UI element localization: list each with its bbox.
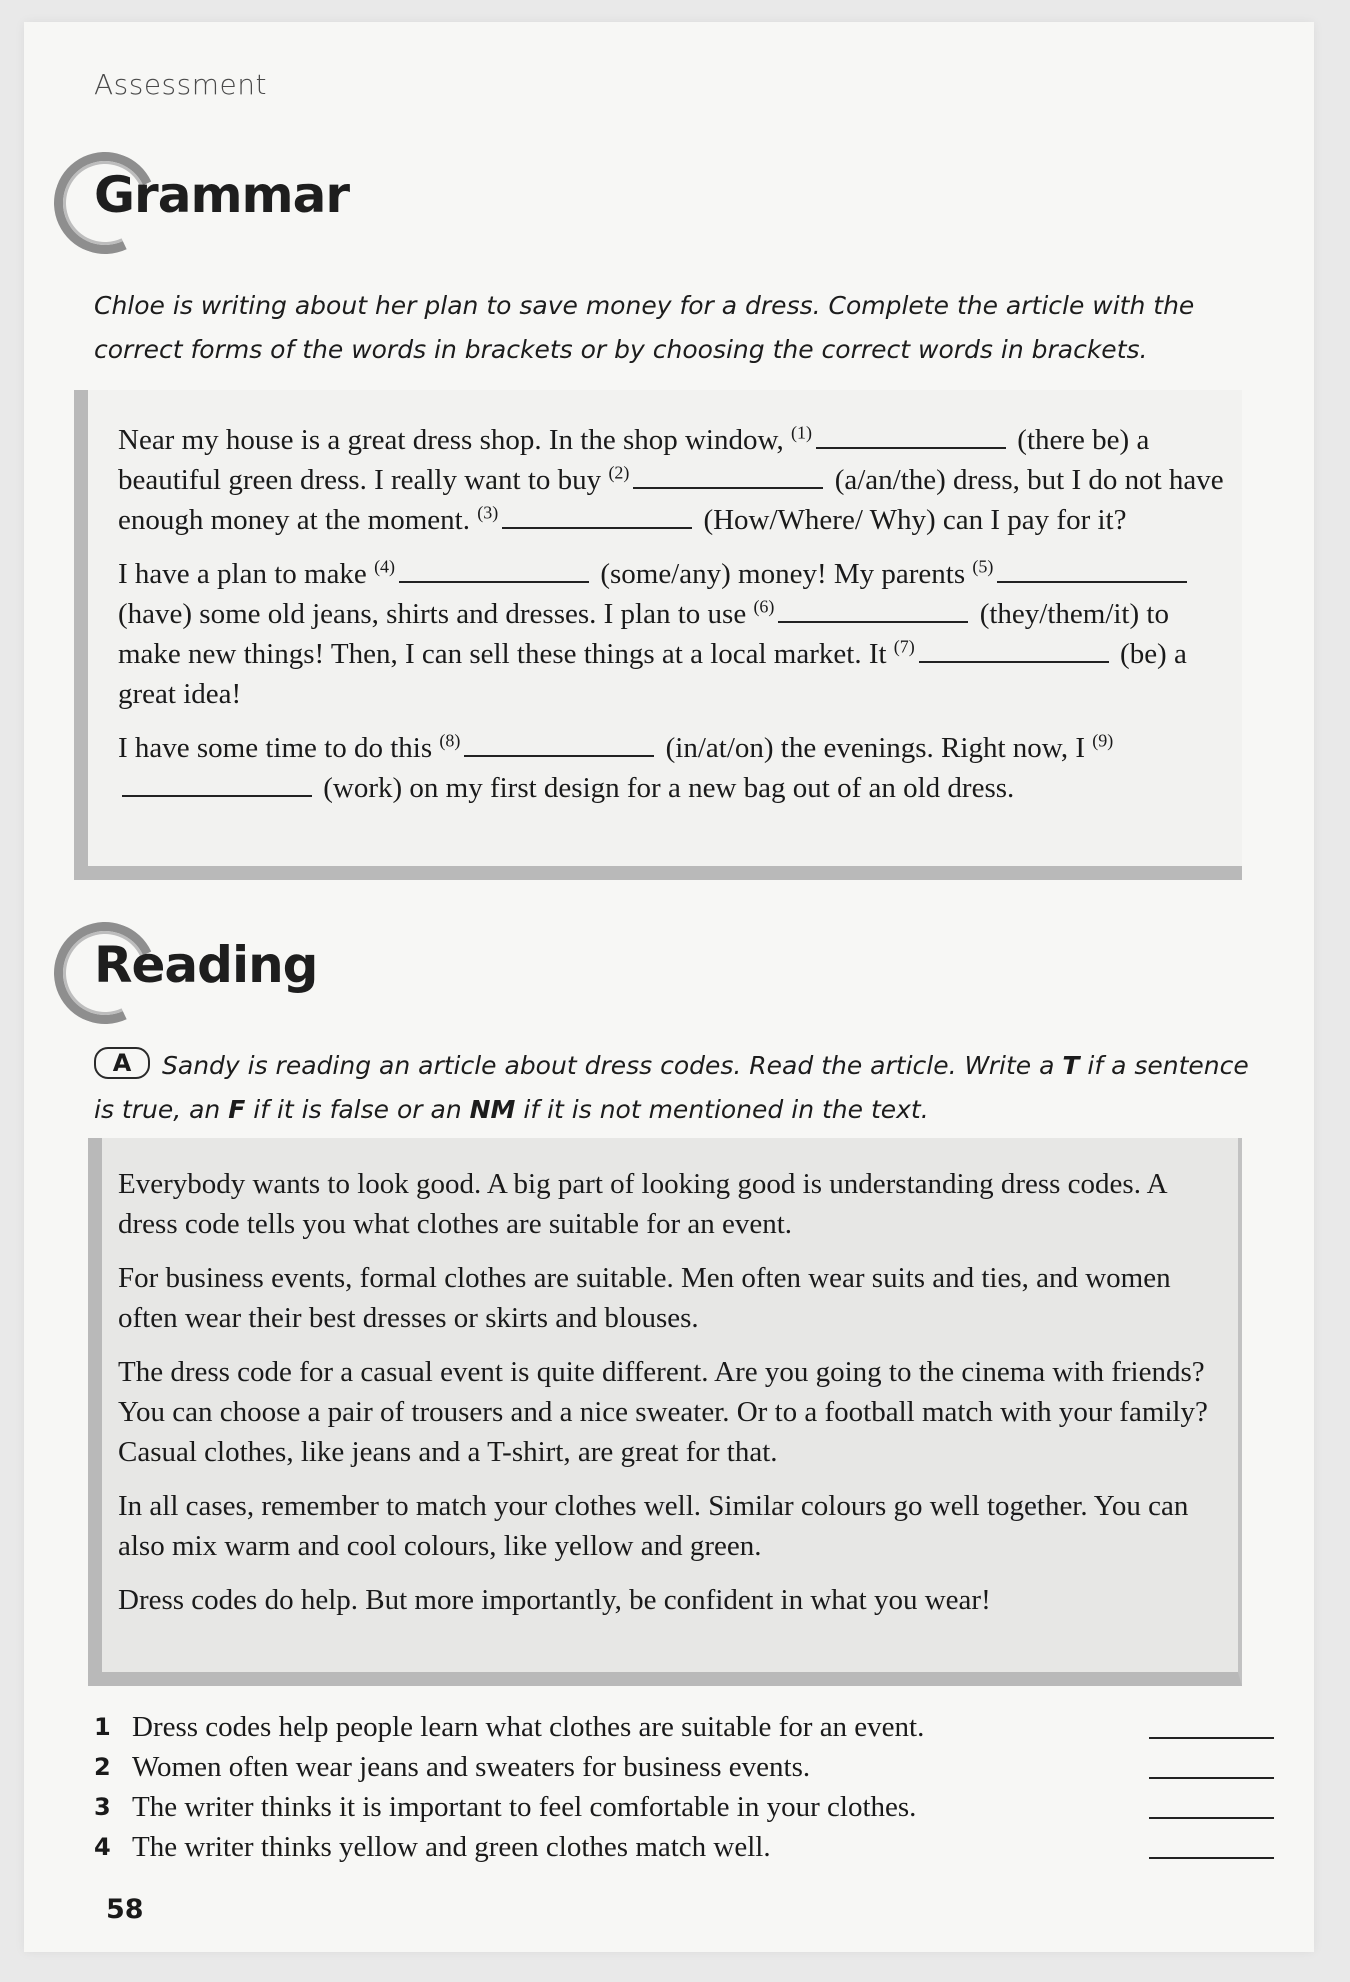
text-segment: if a sentence is true, an [94, 1051, 1249, 1124]
text-segment: if it is not mentioned in the text. [515, 1095, 929, 1124]
article-paragraph: Everybody wants to look good. A big part of looking good is understanding dress codes. A dress code tells you what clothes are suitable for an event. [118, 1168, 1166, 1240]
grammar-title: Grammar [94, 166, 350, 224]
reading-title: Reading [94, 936, 318, 994]
gap-number: (9) [1092, 730, 1114, 751]
text-segment: I have a plan to make [118, 558, 375, 590]
text-segment: (some/any) money! My parents [593, 558, 973, 590]
grammar-heading [54, 152, 454, 262]
article-paragraph: The dress code for a casual event is quite different. Are you going to the cinema with friends? You can choose a pair of trousers and a nice sweater. Or to a football match with your family? Casual clothes, like jeans and a T-shirt, are great for that. [118, 1356, 1208, 1468]
text-segment: (a/an/the) dress, but I do not have enough money at the moment. [118, 464, 1224, 536]
gap-5-blank[interactable] [997, 557, 1187, 583]
gap-8-blank[interactable] [464, 731, 654, 757]
gap-number: (5) [972, 556, 994, 577]
question-number: 2 [94, 1753, 111, 1781]
text-segment: Sandy is reading an article about dress codes. Read the article. Write a [162, 1051, 1063, 1080]
text-segment: (there be) a beautiful green dress. I really want to buy [118, 424, 1150, 496]
gap-number: (1) [791, 422, 813, 443]
worksheet-page [24, 22, 1314, 1952]
question-number: 3 [94, 1793, 111, 1821]
gap-number: (6) [753, 596, 775, 617]
page-number: 58 [106, 1894, 144, 1925]
grammar-paragraph-3 [118, 728, 1226, 808]
question-text: Dress codes help people learn what clothes are suitable for an event. [132, 1711, 925, 1743]
reading-instructions [94, 1044, 1264, 1132]
reading-heading [54, 922, 454, 1032]
question-list [94, 1707, 1274, 1867]
gap-9-blank[interactable] [122, 771, 312, 797]
grammar-paragraph-2 [118, 554, 1226, 714]
gap-4-blank[interactable] [399, 557, 589, 583]
gap-number: (2) [608, 462, 630, 483]
article-paragraph: For business events, formal clothes are suitable. Men often wear suits and ties, and women often wear their best dresses or skirts and blouses. [118, 1262, 1171, 1334]
answer-code: NM [469, 1095, 516, 1124]
answer-blank[interactable] [1149, 1817, 1274, 1819]
answer-blank[interactable] [1149, 1737, 1274, 1739]
article-paragraph: In all cases, remember to match your clothes well. Similar colours go well together. You can also mix warm and cool colours, like yellow and green. [118, 1490, 1189, 1562]
text-segment: (they/them/it) to make new things! Then, I can sell these things at a local market. It [118, 598, 1169, 670]
gap-number: (3) [477, 502, 499, 523]
article-paragraph: Dress codes do help. But more importantly, be confident in what you wear! [118, 1584, 991, 1616]
question-row [94, 1827, 1274, 1867]
text-segment: (be) a great idea! [118, 638, 1187, 710]
exercise-badge: A [94, 1047, 150, 1079]
reading-article-box [88, 1138, 1242, 1686]
gap-number: (8) [439, 730, 461, 751]
gap-number: (7) [893, 636, 915, 657]
text-segment: (How/Where/ Why) can I pay for it? [696, 504, 1127, 536]
gap-2-blank[interactable] [633, 463, 823, 489]
answer-code: T [1062, 1051, 1080, 1080]
question-text: Women often wear jeans and sweaters for business events. [132, 1751, 811, 1783]
section-label: Assessment [94, 68, 267, 101]
text-segment: Near my house is a great dress shop. In the shop window, [118, 424, 792, 456]
question-row [94, 1787, 1274, 1827]
gap-7-blank[interactable] [919, 637, 1109, 663]
question-number: 1 [94, 1713, 111, 1741]
answer-blank[interactable] [1149, 1857, 1274, 1859]
grammar-paragraph-1 [118, 420, 1226, 540]
question-text: The writer thinks yellow and green clothes match well. [132, 1831, 771, 1863]
text-segment: (have) some old jeans, shirts and dresses. I plan to use [118, 598, 754, 630]
text-segment: I have some time to do this [118, 732, 440, 764]
answer-blank[interactable] [1149, 1777, 1274, 1779]
answer-code: F [228, 1095, 246, 1124]
text-segment: if it is false or an [245, 1095, 470, 1124]
grammar-instructions: Chloe is writing about her plan to save money for a dress. Complete the article with the correct forms of the words in brackets or by choosing the correct words in brackets. [94, 291, 1195, 364]
question-text: The writer thinks it is important to feel comfortable in your clothes. [132, 1791, 917, 1823]
gap-6-blank[interactable] [778, 597, 968, 623]
question-row [94, 1707, 1274, 1747]
grammar-article-box [74, 390, 1242, 880]
gap-1-blank[interactable] [816, 423, 1006, 449]
question-row [94, 1747, 1274, 1787]
gap-number: (4) [374, 556, 396, 577]
gap-3-blank[interactable] [502, 503, 692, 529]
text-segment: (in/at/on) the evenings. Right now, I [658, 732, 1093, 764]
question-number: 4 [94, 1833, 111, 1861]
text-segment: (work) on my first design for a new bag out of an old dress. [316, 772, 1015, 804]
